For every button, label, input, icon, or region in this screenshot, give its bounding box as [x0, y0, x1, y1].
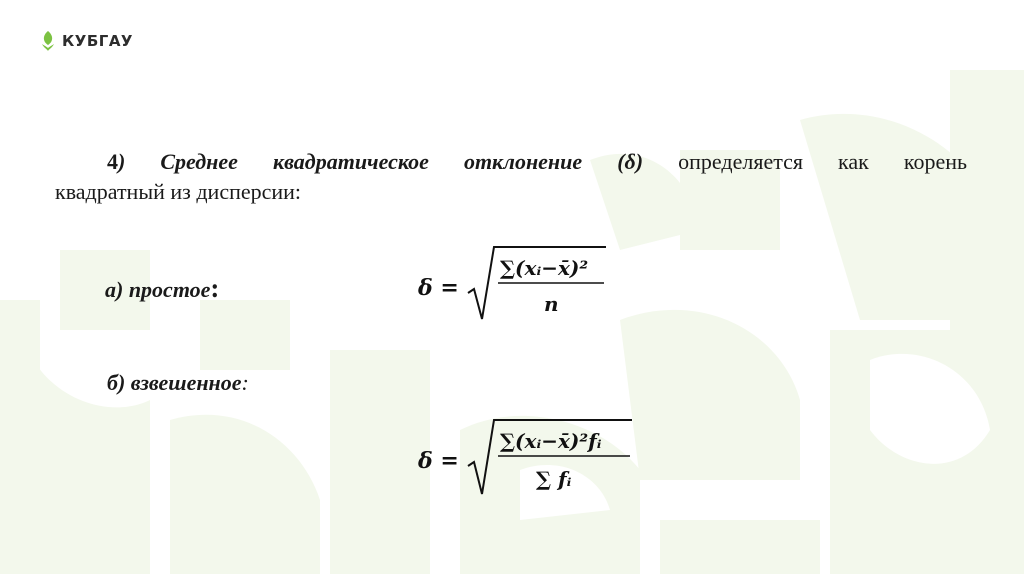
- label-simple: [105, 273, 219, 304]
- leaf-icon: [40, 30, 56, 52]
- logo-text: КУБГАУ: [62, 32, 133, 50]
- formula-simple-denominator: n: [544, 292, 559, 316]
- term-symbol: (δ): [617, 149, 644, 174]
- item-paren: ): [118, 149, 126, 174]
- formula-simple-lhs: δ =: [418, 275, 459, 301]
- intro-line-1: [55, 147, 967, 177]
- formula-weighted: [410, 410, 650, 500]
- label-simple-text: а) простое: [105, 277, 211, 302]
- formula-weighted-numerator: ∑(xᵢ−x̄)²fᵢ: [500, 429, 602, 453]
- label-simple-colon: :: [210, 273, 220, 303]
- formula-weighted-denominator: ∑ fᵢ: [536, 467, 572, 491]
- formula-simple-numerator: ∑(xᵢ−x̄)²: [500, 256, 589, 280]
- intro-line-2: квадратный из дисперсии:: [55, 179, 302, 204]
- item-number: 4: [107, 149, 118, 174]
- label-weighted-text: б) взвешенное: [107, 370, 242, 395]
- formula-weighted-lhs: δ =: [418, 448, 459, 474]
- intro-rest: определяется как корень: [678, 149, 968, 174]
- label-weighted: [107, 370, 249, 396]
- label-weighted-colon: :: [241, 370, 249, 395]
- logo: [40, 30, 133, 52]
- intro-paragraph: [55, 147, 967, 207]
- formula-simple: [410, 235, 630, 325]
- term: Среднее квадратическое отклонение: [160, 149, 583, 174]
